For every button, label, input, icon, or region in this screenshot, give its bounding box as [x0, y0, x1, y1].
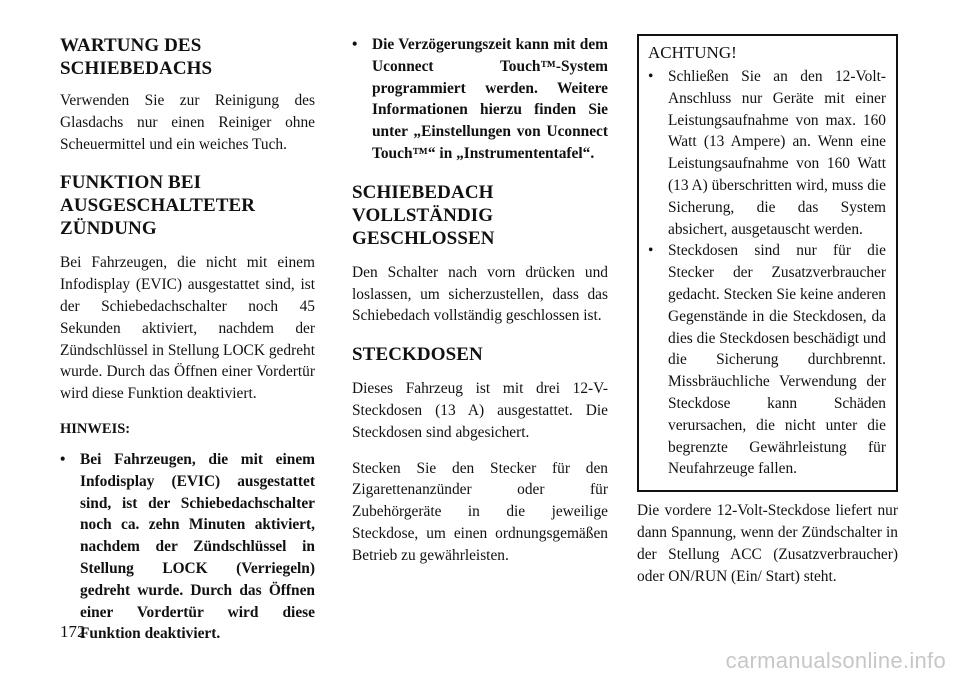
- hinweis-label: HINWEIS:: [60, 420, 131, 437]
- column-1: [60, 34, 315, 645]
- paragraph-steckdosen-1: Dieses Fahrzeug ist mit drei 12-V-Steckdosen (13 A) ausgestattet. Die Steckdosen sind abgesichert.: [352, 380, 608, 441]
- watermark: carmanualsonline.info: [725, 648, 946, 673]
- warning-item-1: • Schließen Sie an den 12-Volt-Anschluss nur Geräte mit einer Leistungsaufnahme von max. 160 Watt (13 Ampere) an. Wenn eine Leistungsaufnahme von 160 Watt (13 A) überschritten wird, muss die Sicherung, die das System absichert, ausgetauscht werden.: [648, 66, 886, 240]
- paragraph-vordere-steckdose: Die vordere 12-Volt-Steckdose liefert nur dann Spannung, wenn der Zündschalter in der Stellung ACC (Zusatzverbraucher) oder ON/RUN (Ein/ Start) steht.: [637, 502, 898, 585]
- paragraph-steckdosen-2: Stecken Sie den Stecker für den Zigarettenanzünder oder für Zubehörgeräte in die jeweilige Steckdose, um einen ordnungsgemäßen Betrieb zu gewährleisten.: [352, 459, 608, 564]
- warning-title: ACHTUNG!: [648, 43, 737, 62]
- heading-steckdosen: STECKDOSEN: [352, 344, 483, 366]
- column-3: [637, 34, 898, 587]
- paragraph-schiebedach: Den Schalter nach vorn drücken und loslassen, um sicherzustellen, dass das Schiebedach vollständig geschlossen ist.: [352, 263, 608, 325]
- warning-list: [648, 66, 886, 480]
- warning-item-2: • Steckdosen sind nur für die Stecker der Zusatzverbraucher gedacht. Stecken Sie keine anderen Gegenstände in die Steckdosen, da dies die Steckdosen beschädigt und die Sicherung durchbrennt. Missbräuchliche Verwendung der Steckdose kann Schäden verursachen, die nicht unter die begrenzte Gewährleistung für Neufahrzeuge fallen.: [648, 240, 886, 480]
- paragraph-wartung: Verwenden Sie zur Reinigung des Glasdachs nur einen Reiniger ohne Scheuermittel und ein weiches Tuch.: [60, 92, 315, 153]
- hinweis-item: • Bei Fahrzeugen, die mit einem Infodisplay (EVIC) ausgestattet sind, ist der Schiebedachschalter noch ca. zehn Minuten aktiviert, nachdem der Zündschlüssel in Stellung LOCK (Verriegeln) gedreht wurde. Durch das Öffnen einer Vordertür wird diese Funktion deaktiviert.: [60, 449, 315, 645]
- delay-item: • Die Verzögerungszeit kann mit dem Uconnect Touch™-System programmiert werden. Weitere Informationen hierzu finden Sie unter „Einstellungen von Uconnect Touch™“ in „Instrumententafel“.: [352, 34, 608, 165]
- hinweis-list: [60, 449, 315, 645]
- paragraph-funktion: Bei Fahrzeugen, die nicht mit einem Infodisplay (EVIC) ausgestattet sind, ist der Schiebedachschalter noch 45 Sekunden aktiviert, nachdem der Zündschlüssel in Stellung LOCK gedreht wurde. Durch das Öffnen einer Vordertür wird diese Funktion deaktiviert.: [60, 254, 315, 403]
- column-2: [352, 34, 608, 567]
- page-number: 172: [60, 622, 86, 641]
- warning-box: [637, 34, 898, 492]
- heading-funktion: FUNKTION BEI AUSGESCHALTETER ZÜNDUNG: [60, 172, 256, 240]
- delay-list: [352, 34, 608, 165]
- heading-schiebedach: SCHIEBEDACH VOLLSTÄNDIG GESCHLOSSEN: [352, 181, 495, 249]
- heading-wartung: WARTUNG DES SCHIEBEDACHS: [60, 35, 213, 79]
